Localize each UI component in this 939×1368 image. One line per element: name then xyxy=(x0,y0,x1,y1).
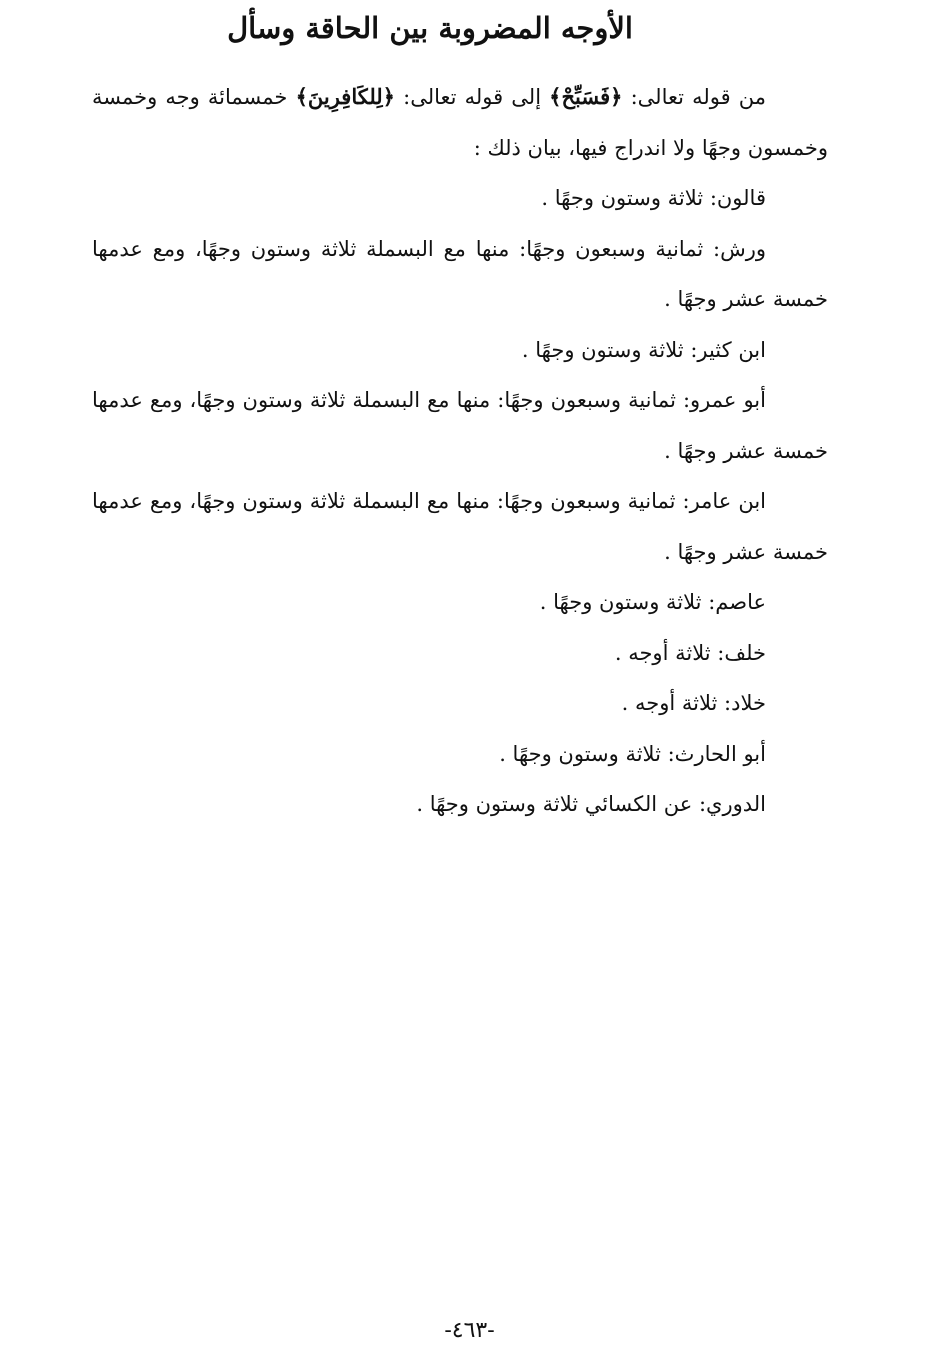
verse-fasabbih: ﴿فَسَبِّحْ﴾ xyxy=(549,84,623,109)
reader-count: ثلاثة أوجه . xyxy=(614,640,718,665)
entry-qalun xyxy=(92,173,828,224)
reader-label: قالون: xyxy=(709,186,766,210)
reader-label: عاصم: xyxy=(708,590,766,614)
intro-paragraph xyxy=(92,72,828,173)
reader-count: ثلاثة وستون وجهًا . xyxy=(521,337,691,362)
reader-count: عن الكسائي ثلاثة وستون وجهًا . xyxy=(416,792,699,816)
page-title: الأوجه المضروبة بين الحاقة وسأل xyxy=(227,11,633,45)
intro-middle: إلى قوله تعالى: xyxy=(394,85,550,109)
reader-label: أبو الحارث: xyxy=(667,741,766,766)
entry-al-duri xyxy=(92,779,828,830)
reader-count: ثمانية وسبعون وجهًا: منها مع البسملة ثلاثة وستون وجهًا، ومع عدمها خمسة عشر وجهًا . xyxy=(92,388,828,463)
reader-count: ثمانية وسبعون وجهًا: منها مع البسملة ثلاثة وستون وجهًا، ومع عدمها خمسة عشر وجهًا . xyxy=(92,236,828,311)
intro-prefix: من قوله تعالى: xyxy=(622,85,766,109)
reader-count: ثلاثة أوجه . xyxy=(621,691,725,715)
entry-khallad xyxy=(92,678,828,729)
reader-label: ورش: xyxy=(713,236,766,261)
intro-suffix: خمسمائة وجه وخمسة وخمسون وجهًا ولا اندراج فيها، بيان ذلك : xyxy=(92,85,828,160)
reader-count: ثلاثة وستون وجهًا . xyxy=(541,186,710,210)
reader-label: ابن عامر: xyxy=(682,489,766,513)
entry-warsh xyxy=(92,224,828,325)
reader-count: ثلاثة وستون وجهًا . xyxy=(499,741,668,766)
entry-ibn-amir xyxy=(92,476,828,577)
reader-count: ثمانية وسبعون وجهًا: منها مع البسملة ثلاثة وستون وجهًا، ومع عدمها خمسة عشر وجهًا . xyxy=(92,489,828,564)
reader-label: أبو عمرو: xyxy=(682,388,766,412)
reader-label: ابن كثير: xyxy=(690,337,766,362)
page-number: -٤٦٣- xyxy=(444,1318,495,1343)
reader-label: خلاد: xyxy=(724,691,766,715)
reader-count: ثلاثة وستون وجهًا . xyxy=(539,590,709,614)
entry-abu-al-harith xyxy=(92,729,828,780)
verse-lilkafirin: ﴿لِلكَافِرِينَ﴾ xyxy=(295,84,395,109)
entry-asim xyxy=(92,577,828,628)
entry-ibn-kathir xyxy=(92,325,828,376)
reader-label: الدوري: xyxy=(698,792,766,816)
entry-abu-amr xyxy=(92,375,828,476)
entry-khalaf xyxy=(92,628,828,679)
document-body xyxy=(92,72,828,830)
reader-label: خلف: xyxy=(717,640,766,665)
